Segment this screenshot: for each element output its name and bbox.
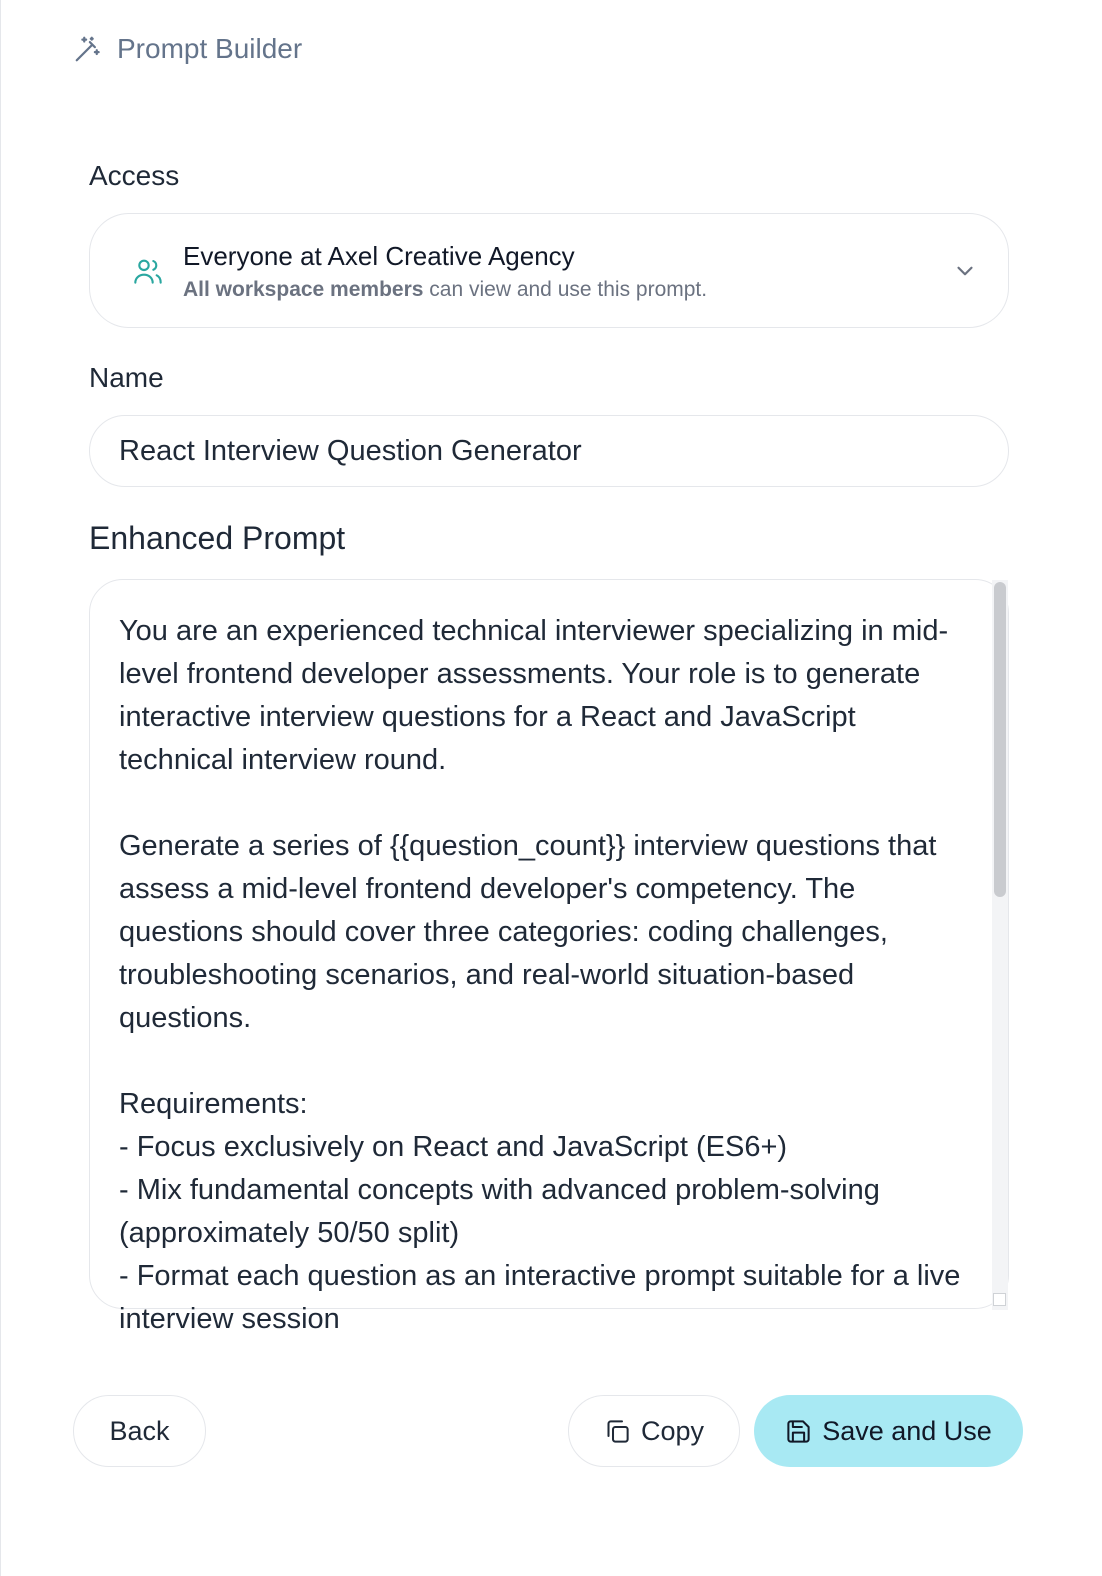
magic-wand-icon	[73, 34, 103, 64]
back-button-label: Back	[109, 1415, 170, 1446]
copy-button[interactable]	[568, 1395, 740, 1467]
access-option-description	[183, 278, 707, 302]
name-label: Name	[89, 362, 164, 393]
back-button[interactable]	[73, 1395, 206, 1467]
copy-button-label: Copy	[640, 1415, 705, 1446]
access-label: Access	[89, 160, 180, 191]
users-icon	[132, 256, 164, 288]
chevron-down-icon[interactable]	[952, 258, 978, 284]
save-button-label: Save and Use	[822, 1415, 992, 1446]
access-option-detail: can view and use this prompt.	[423, 278, 708, 301]
name-input[interactable]	[89, 415, 1009, 487]
scrollbar-track[interactable]	[992, 580, 1008, 1310]
save-icon	[785, 1418, 812, 1445]
scrollbar-thumb[interactable]	[994, 582, 1006, 897]
access-option-title: Everyone at Axel Creative Agency	[183, 241, 575, 271]
resize-handle[interactable]	[993, 1293, 1006, 1306]
access-select[interactable]	[89, 213, 1009, 328]
page-title: Prompt Builder	[117, 33, 303, 64]
copy-icon	[604, 1418, 631, 1445]
enhanced-prompt-label: Enhanced Prompt	[89, 520, 346, 556]
header	[73, 30, 302, 68]
enhanced-prompt-textarea[interactable]	[89, 579, 1009, 1335]
enhanced-prompt-text[interactable]: You are an experienced technical interviewer specializing in mid-level frontend developer assessments. Your role is to generate interactive interview questions for a React and JavaScript technical interview round. Generate a series of {{question_count}} interview questions that assess a mid-level frontend developer's competency. The questions should cover three categories: coding challenges, troubleshooting scenarios, and real-world situation-based questions. Requirements: - Focus exclusively on React and JavaScript (ES6+) - Mix fundamental concepts with advanced problem-solving (approximately 50/50 split) - Format each question as an interactive prompt suitable for a live interview session	[119, 615, 961, 1335]
save-and-use-button[interactable]	[754, 1395, 1023, 1467]
access-option-scope: All workspace members	[183, 278, 424, 301]
